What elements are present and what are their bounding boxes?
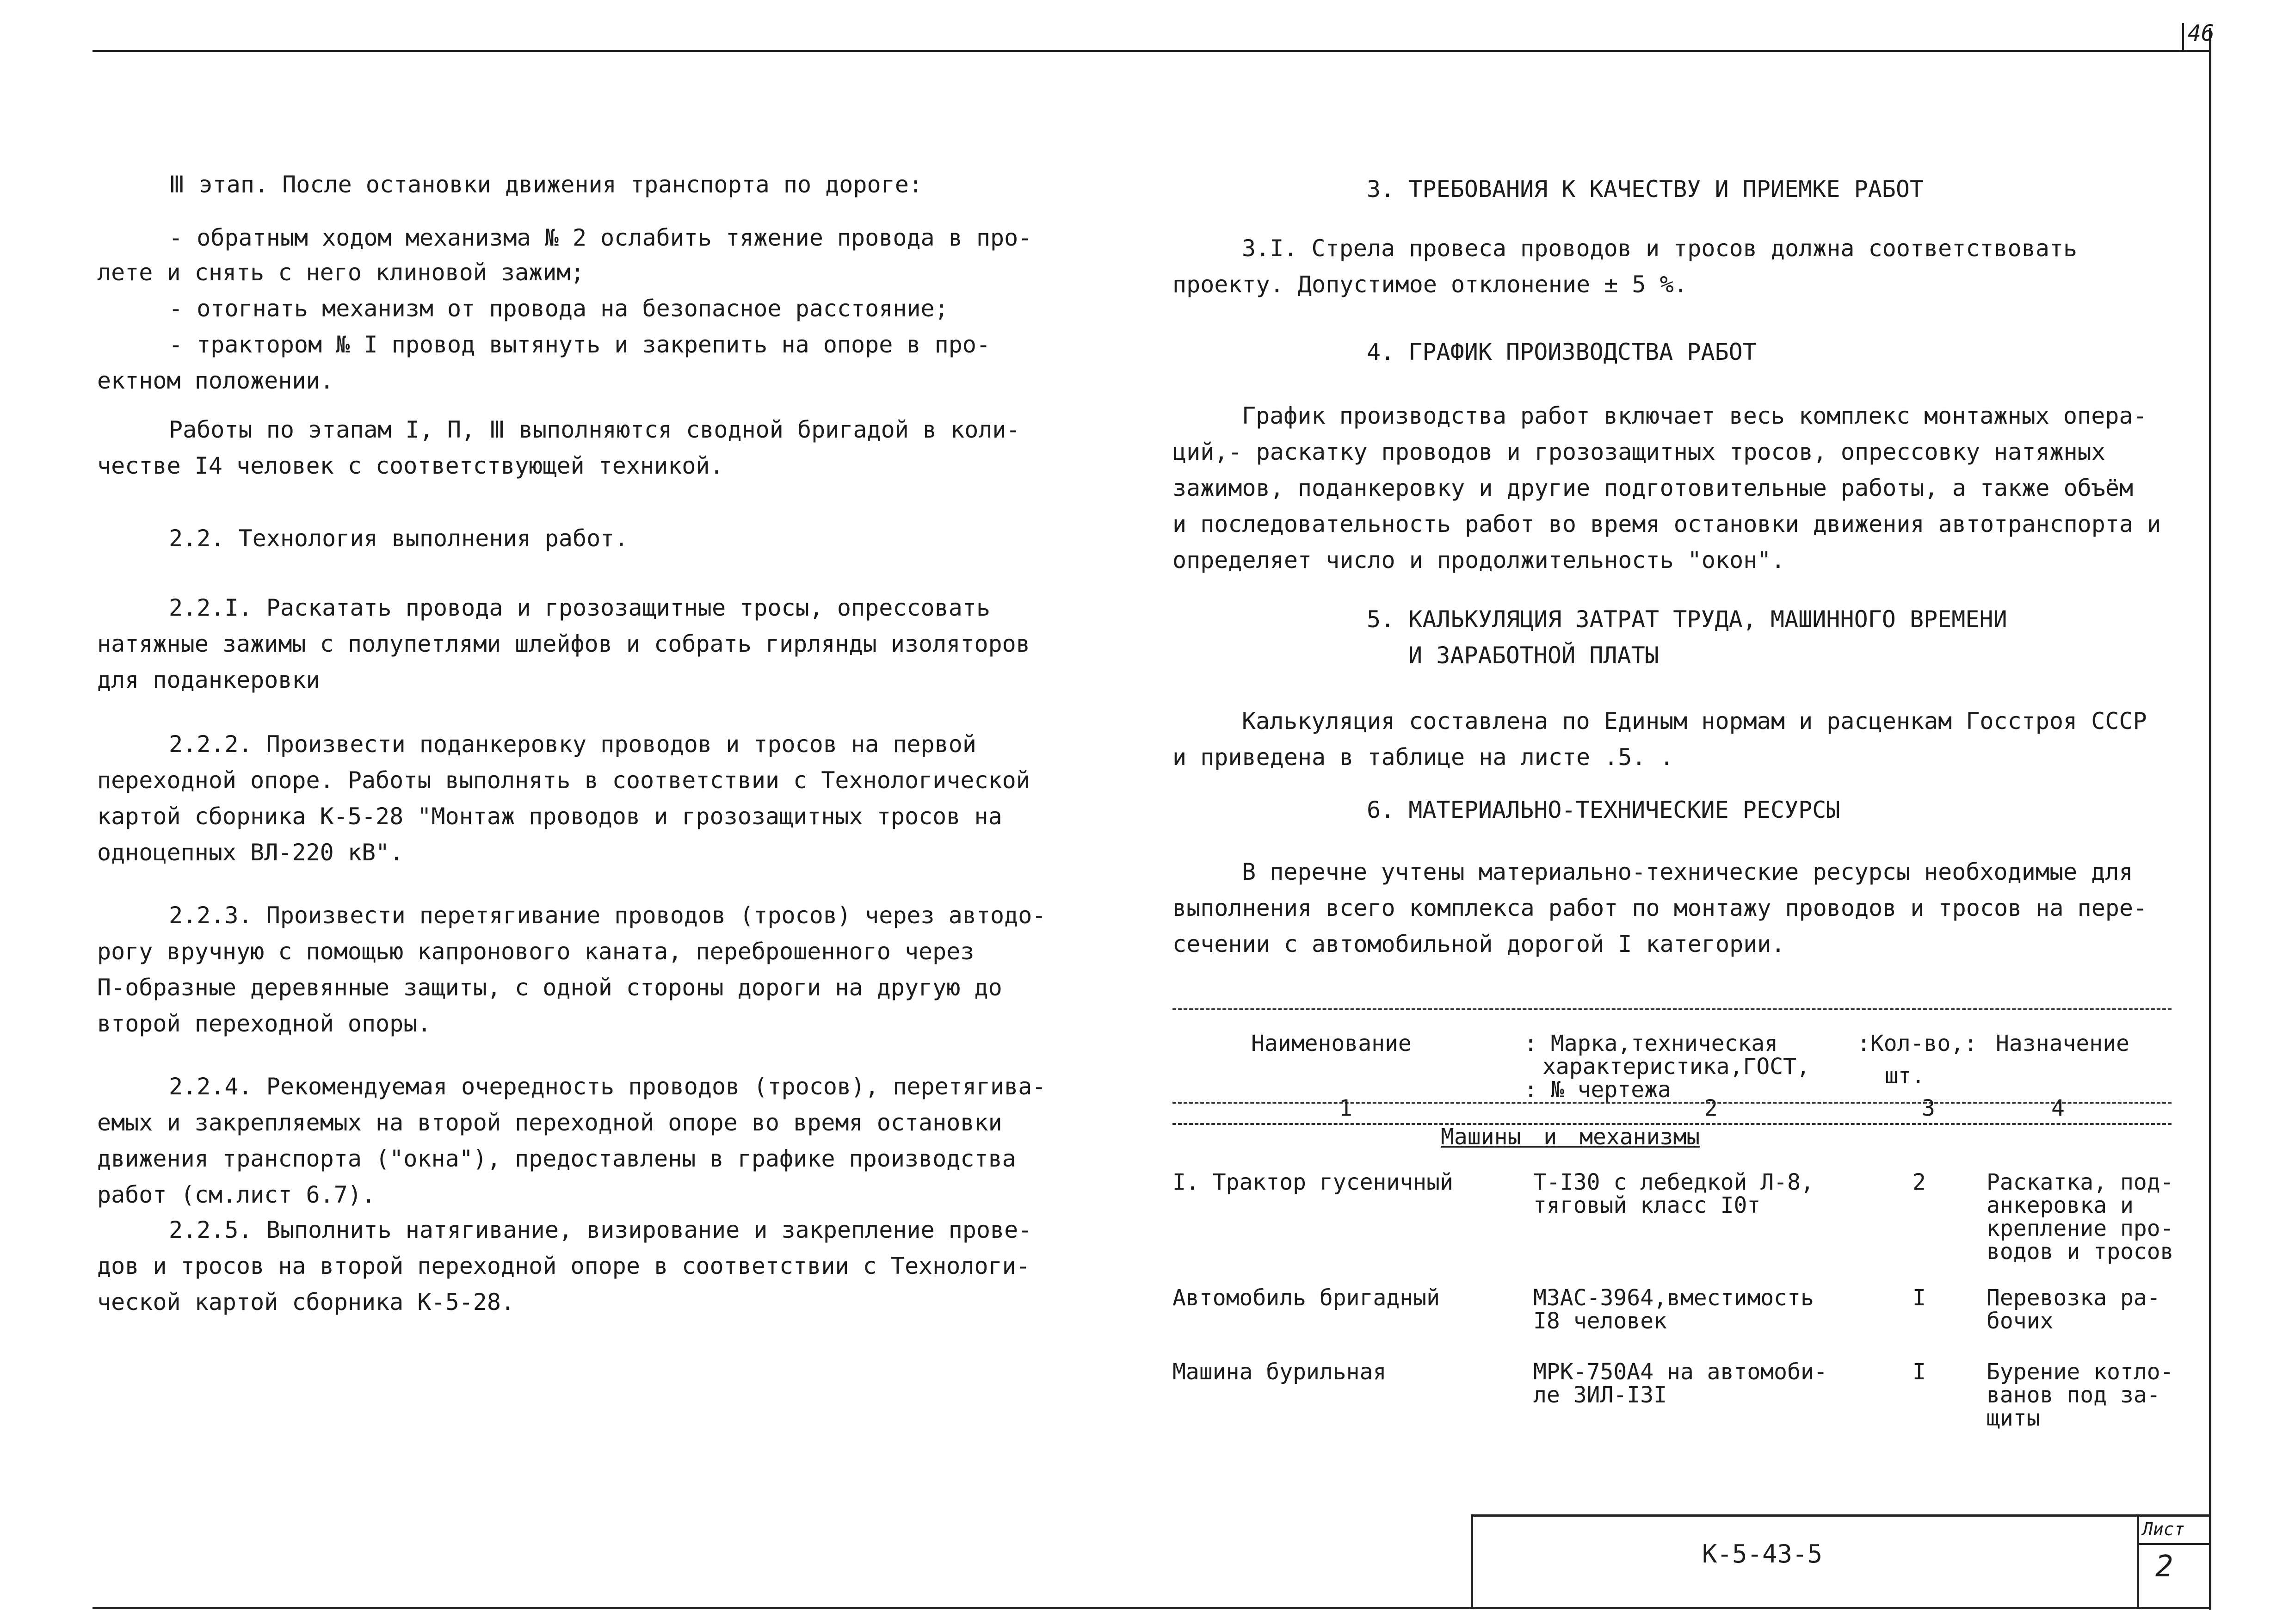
- p225-line-3: ческой картой сборника К-5-28.: [97, 1289, 515, 1315]
- stamp-sheet-divider: [2137, 1514, 2139, 1609]
- p6-line-2: выполнения всего комплекса работ по монтажу проводов и тросов на пере-: [1172, 895, 2147, 921]
- row-2-mark-line-2: I8 человек: [1533, 1308, 1667, 1334]
- p221-line-1: 2.2.I. Раскатать провода и грозозащитные тросы, опрессовать: [169, 594, 991, 621]
- row-2-qty: I: [1912, 1285, 1926, 1311]
- corner-number: 46: [2188, 20, 2215, 46]
- section-2-2-heading: 2.2. Технология выполнения работ.: [169, 525, 629, 552]
- p4-line-4: и последовательность работ во время остановки движения автотранспорта и: [1172, 511, 2161, 537]
- stamp-sheet-label: Лист: [2142, 1519, 2185, 1539]
- p222-line-4: одноцепных ВЛ-220 кВ".: [97, 839, 404, 866]
- header-qty-line-1: :Кол-во,:: [1857, 1031, 1978, 1056]
- row-3-purpose-line-1: Бурение котло-: [1987, 1359, 2174, 1385]
- section-title: Машины и механизмы: [1441, 1124, 1700, 1150]
- corner-tick: [2182, 23, 2184, 51]
- bullet-3-line-2: ектном положении.: [97, 367, 334, 394]
- row-3-purpose-line-2: ванов под за-: [1987, 1382, 2160, 1408]
- top-border-line: [93, 50, 2211, 52]
- header-mark-line-1: : Марка,техническая: [1524, 1031, 1778, 1056]
- row-3-qty: I: [1912, 1359, 1926, 1385]
- row-3-name: Машина бурильная: [1172, 1359, 1387, 1385]
- p223-line-3: П-образные деревянные защиты, с одной стороны дороги на другую до: [97, 974, 1002, 1001]
- stamp-top-line: [1471, 1514, 2211, 1517]
- header-mark-line-3: : № чертежа: [1524, 1077, 1671, 1103]
- bullet-1-line-1: - обратным ходом механизма № 2 ослабить тяжение провода в про-: [169, 224, 1032, 251]
- p6-line-1: В перечне учтены материально-технические ресурсы необходимые для: [1242, 858, 2133, 885]
- stamp-left-line: [1471, 1514, 1473, 1609]
- section-5-heading-line-2: И ЗАРАБОТНОЙ ПЛАТЫ: [1408, 642, 1659, 669]
- p222-line-1: 2.2.2. Произвести поданкеровку проводов и тросов на первой: [169, 731, 976, 758]
- row-1-purpose-line-3: крепление про-: [1987, 1216, 2174, 1241]
- bullet-2: - отогнать механизм от провода на безопасное расстояние;: [169, 295, 949, 322]
- col-number-2: 2: [1704, 1095, 1718, 1121]
- p6-line-3: сечении с автомобильной дорогой I категории.: [1172, 931, 1785, 957]
- section-6-heading: 6. МАТЕРИАЛЬНО-ТЕХНИЧЕСКИЕ РЕСУРСЫ: [1367, 797, 1840, 823]
- header-name: Наименование: [1251, 1031, 1412, 1056]
- bottom-border-line: [93, 1607, 2211, 1609]
- row-1-qty: 2: [1912, 1169, 1926, 1195]
- p221-line-2: натяжные зажимы с полупетлями шлейфов и собрать гирлянды изоляторов: [97, 630, 1030, 657]
- p222-line-3: картой сборника К-5-28 "Монтаж проводов и грозозащитных тросов на: [97, 803, 1002, 830]
- p223-line-2: рогу вручную с помощью капронового каната, переброшенного через: [97, 938, 975, 965]
- bullet-1-line-2: лете и снять с него клиновой зажим;: [97, 259, 585, 286]
- stamp-doc-code: К-5-43-5: [1702, 1539, 1823, 1568]
- row-1-purpose-line-4: водов и тросов: [1987, 1239, 2174, 1265]
- p4-line-5: определяет число и продолжительность "окон".: [1172, 547, 1785, 574]
- p5-line-1: Калькуляция составлена по Единым нормам и расценкам Госстроя СССР: [1242, 708, 2147, 735]
- p4-line-1: График производства работ включает весь комплекс монтажных опера-: [1242, 402, 2147, 429]
- section-4-heading: 4. ГРАФИК ПРОИЗВОДСТВА РАБОТ: [1367, 339, 1757, 365]
- stamp-sheet-number: 2: [2155, 1550, 2173, 1584]
- p224-line-4: работ (см.лист 6.7).: [97, 1181, 376, 1208]
- row-3-purpose-line-3: щиты: [1987, 1405, 2040, 1431]
- p222-line-2: переходной опоре. Работы выполнять в соответствии с Технологической: [97, 767, 1030, 794]
- p224-line-1: 2.2.4. Рекомендуемая очередность проводов (тросов), перетягива-: [169, 1073, 1046, 1100]
- bullet-3-line-1: - трактором № I провод вытянуть и закрепить на опоре в про-: [169, 331, 991, 358]
- p221-line-3: для поданкеровки: [97, 667, 320, 693]
- row-2-purpose-line-1: Перевозка ра-: [1987, 1285, 2160, 1311]
- row-1-mark-line-2: тяговый класс I0т: [1533, 1192, 1761, 1218]
- row-1-purpose-line-2: анкеровка и: [1987, 1192, 2134, 1218]
- row-2-mark-line-1: МЗАС-3964,вместимость: [1533, 1285, 1814, 1311]
- col-number-4: 4: [2051, 1095, 2065, 1121]
- header-purpose: Назначение: [1996, 1031, 2129, 1056]
- right-border-line: [2209, 28, 2211, 1610]
- stage-3-paragraph: Ⅲ этап. После остановки движения транспорта по дороге:: [169, 171, 923, 198]
- stamp-sheet-label-line: [2137, 1543, 2211, 1545]
- p224-line-3: движения транспорта ("окна"), предоставлены в графике производства: [97, 1145, 1016, 1172]
- stages-paragraph-line-2: честве I4 человек с соответствующей техникой.: [97, 452, 724, 479]
- col-number-3: 3: [1922, 1095, 1935, 1121]
- row-3-mark-line-2: ле ЗИЛ-I3I: [1533, 1382, 1667, 1408]
- header-bottom-rule: [1172, 1102, 2172, 1104]
- table-top-rule: [1172, 1008, 2172, 1010]
- p225-line-2: дов и тросов на второй переходной опоре в соответствии с Технологи-: [97, 1253, 1030, 1279]
- p4-line-3: зажимов, поданкеровку и другие подготовительные работы, а также объём: [1172, 475, 2134, 501]
- p31-line-2: проекту. Допустимое отклонение ± 5 %.: [1172, 271, 1688, 298]
- col-number-1: 1: [1339, 1095, 1352, 1121]
- header-qty-line-2: шт.: [1885, 1063, 1925, 1089]
- row-1-mark-line-1: Т-I30 с лебедкой Л-8,: [1533, 1169, 1814, 1195]
- row-1-purpose-line-1: Раскатка, под-: [1987, 1169, 2174, 1195]
- section-3-heading: 3. ТРЕБОВАНИЯ К КАЧЕСТВУ И ПРИЕМКЕ РАБОТ: [1367, 176, 1924, 203]
- row-2-purpose-line-2: бочих: [1987, 1308, 2054, 1334]
- p5-line-2: и приведена в таблице на листе .5. .: [1172, 744, 1674, 771]
- row-1-name: I. Трактор гусеничный: [1172, 1169, 1453, 1195]
- p4-line-2: ций,- раскатку проводов и грозозащитных тросов, опрессовку натяжных: [1172, 438, 2105, 465]
- p224-line-2: емых и закрепляемых на второй переходной опоре во время остановки: [97, 1109, 1002, 1136]
- header-mark-line-2: характеристика,ГОСТ,: [1542, 1054, 1810, 1080]
- p223-line-4: второй переходной опоры.: [97, 1010, 432, 1037]
- resources-table: [1172, 1004, 2209, 1466]
- row-2-name: Автомобиль бригадный: [1172, 1285, 1440, 1311]
- p225-line-1: 2.2.5. Выполнить натягивание, визирование и закрепление прове-: [169, 1216, 1032, 1243]
- row-3-mark-line-1: МРК-750А4 на автомоби-: [1533, 1359, 1827, 1385]
- section-5-heading-line-1: 5. КАЛЬКУЛЯЦИЯ ЗАТРАТ ТРУДА, МАШИННОГО ВРЕМЕНИ: [1367, 606, 2007, 633]
- stages-paragraph-line-1: Работы по этапам I, П, Ⅲ выполняются сводной бригадой в коли-: [169, 416, 1020, 443]
- p223-line-1: 2.2.3. Произвести перетягивание проводов (тросов) через автодо-: [169, 902, 1046, 929]
- p31-line-1: 3.I. Стрела провеса проводов и тросов должна соответствовать: [1242, 235, 2078, 262]
